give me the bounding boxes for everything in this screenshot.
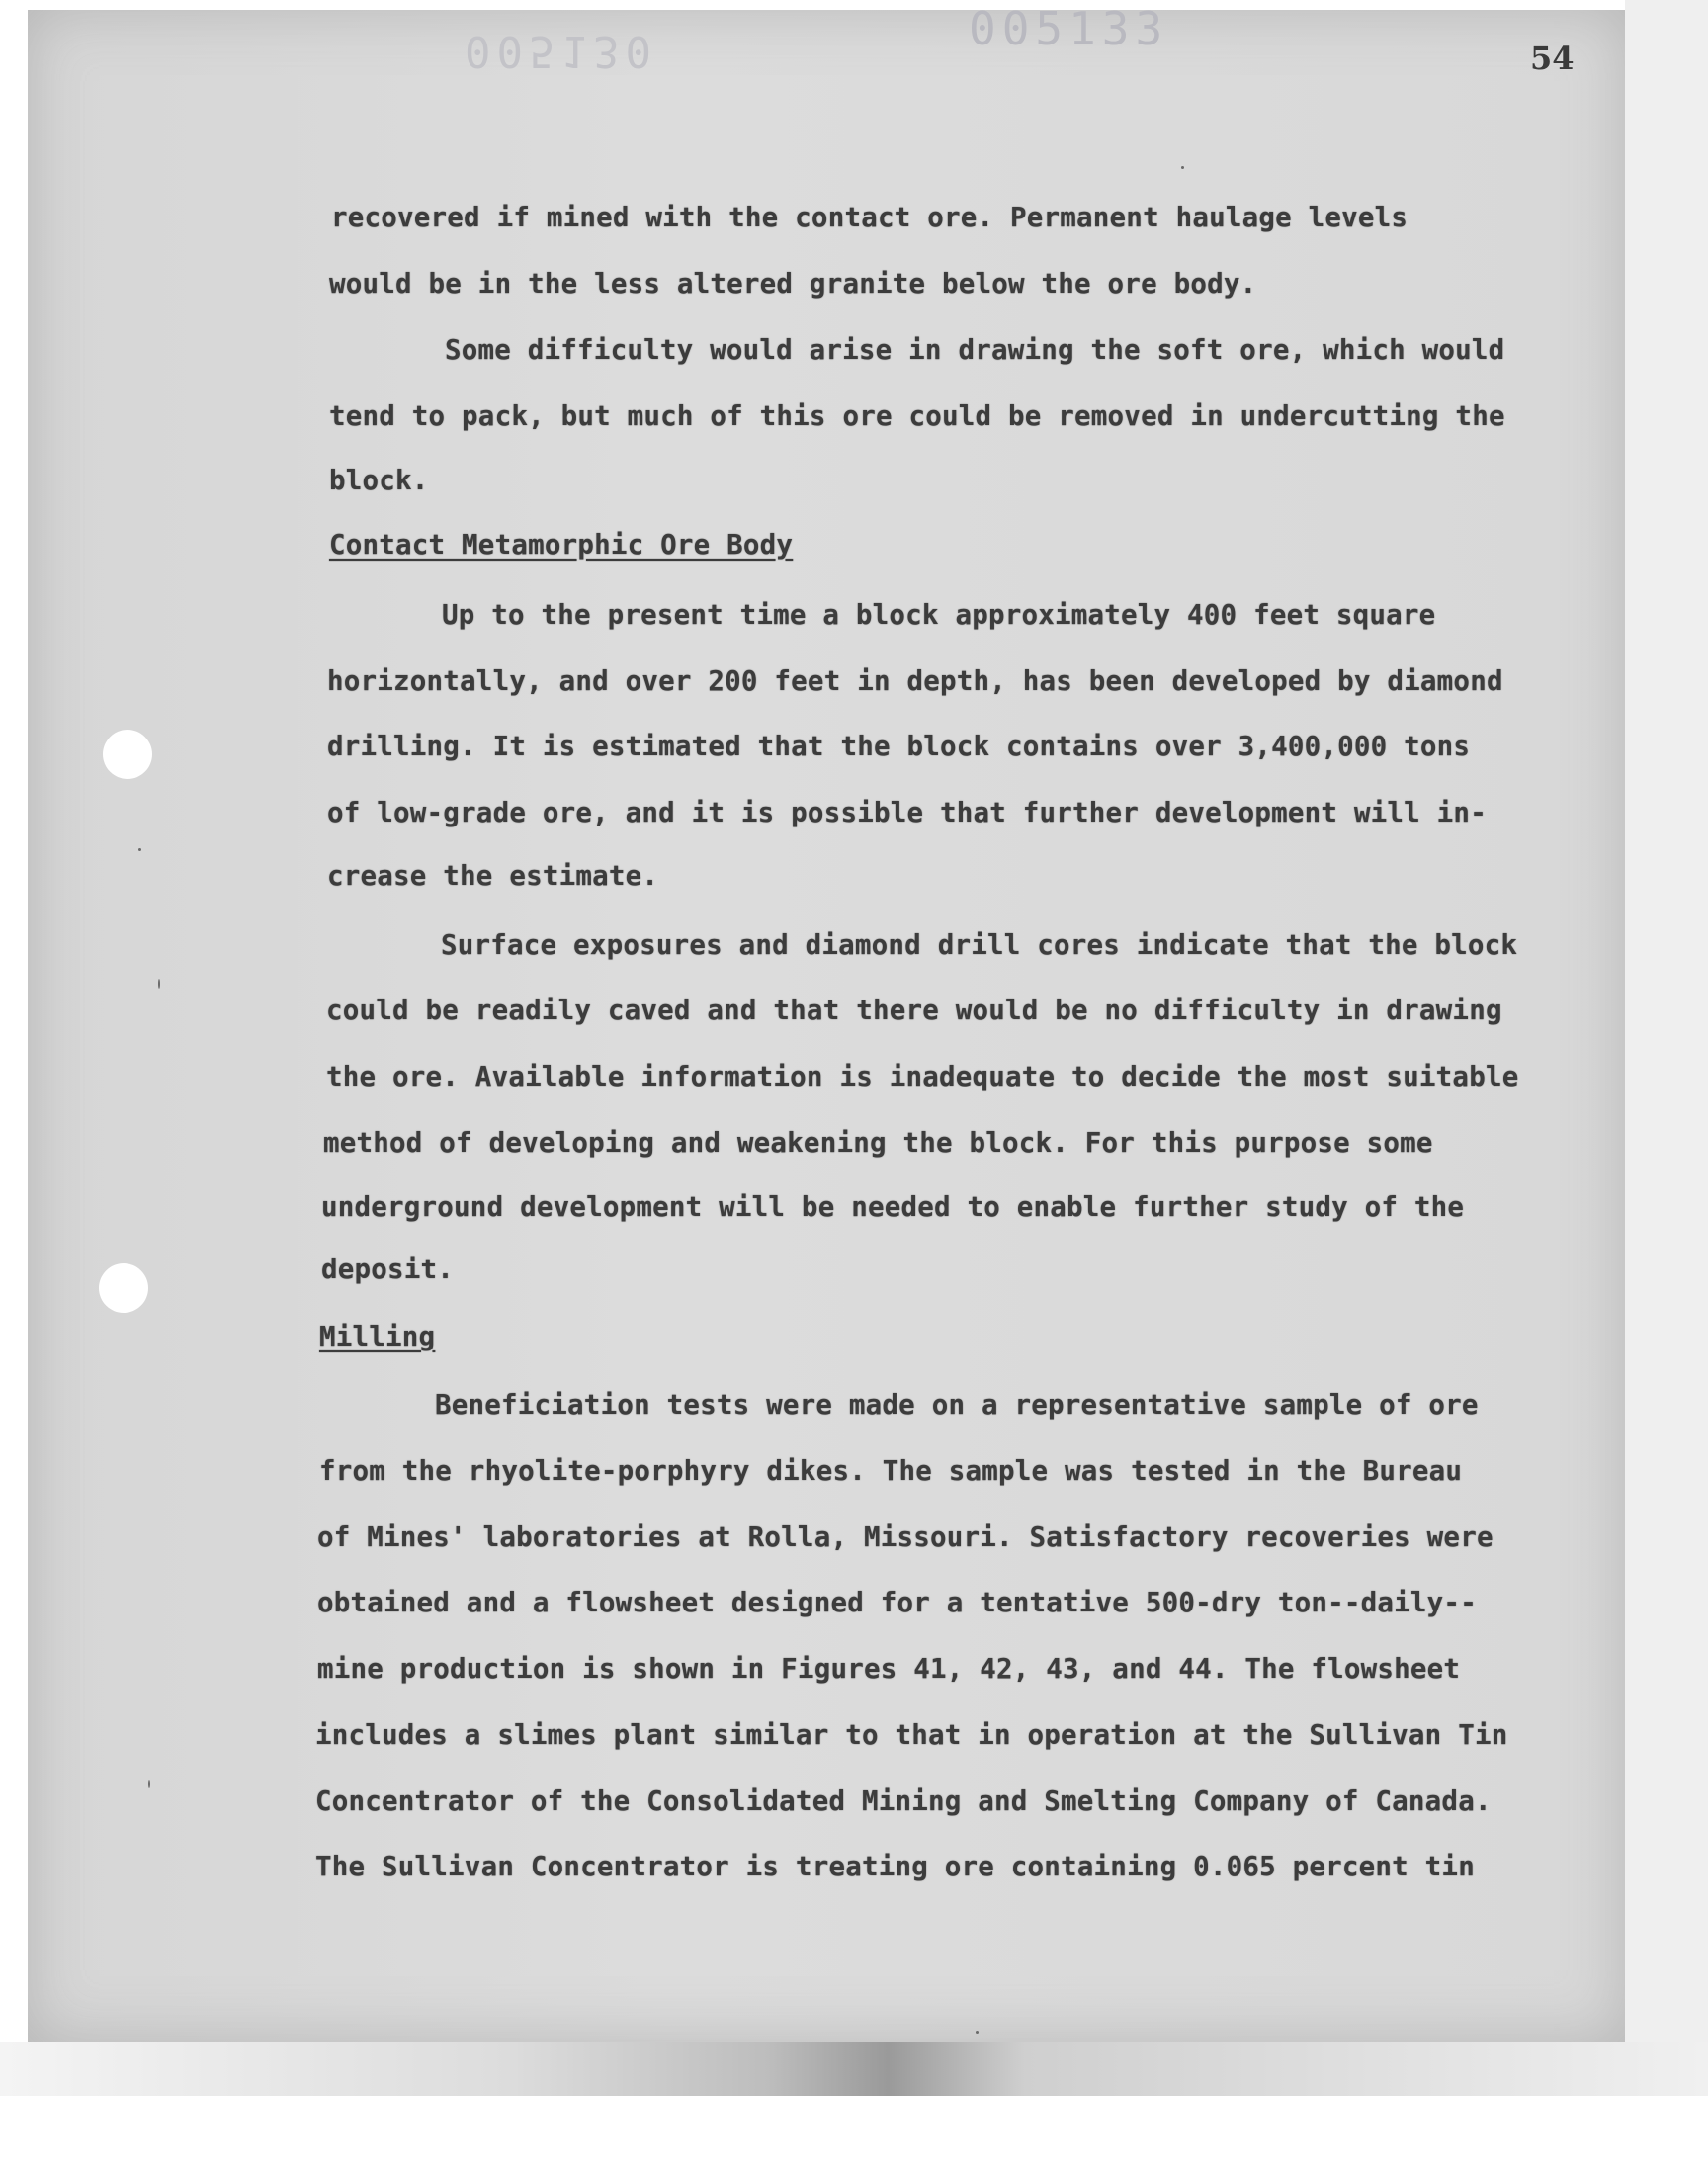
document-stamp-mirrored: 005130 (465, 26, 657, 76)
page-number: 54 (1530, 40, 1575, 77)
body-line: of low-grade ore, and it is possible that further development will in- (327, 797, 1487, 828)
body-line: The Sullivan Concentrator is treating ore containing 0.065 percent tin (315, 1851, 1475, 1882)
body-line: Beneficiation tests were made on a representative sample of ore (435, 1389, 1479, 1421)
body-line: method of developing and weakening the block. For this purpose some (323, 1127, 1433, 1159)
body-line: from the rhyolite-porphyry dikes. The sample was tested in the Bureau (319, 1455, 1463, 1487)
body-line: underground development will be needed to enable further study of the (321, 1191, 1465, 1223)
body-line: would be in the less altered granite below the ore body. (329, 268, 1257, 300)
section-heading-contact-metamorphic: Contact Metamorphic Ore Body (329, 529, 794, 561)
section-heading-milling: Milling (319, 1321, 436, 1352)
document-stamp-number: 005133 (969, 2, 1169, 55)
body-line: Concentrator of the Consolidated Mining and Smelting Company of Canada. (315, 1785, 1492, 1817)
body-line: deposit. (321, 1254, 455, 1285)
body-line: Up to the present time a block approximately 400 feet square (442, 599, 1436, 631)
body-line: obtained and a flowsheet designed for a tentative 500-dry ton--daily-- (317, 1587, 1477, 1618)
body-line: recovered if mined with the contact ore. Permanent haulage levels (331, 202, 1409, 233)
body-line: drilling. It is estimated that the block contains over 3,400,000 tons (327, 731, 1471, 762)
body-line: horizontally, and over 200 feet in depth, has been developed by diamond (327, 665, 1503, 697)
body-line: could be readily caved and that there would be no difficulty in drawing (326, 995, 1502, 1026)
body-line: the ore. Available information is inadequate to decide the most suitable (326, 1061, 1519, 1092)
body-line: block. (329, 465, 429, 496)
body-line: Some difficulty would arise in drawing the soft ore, which would (445, 334, 1505, 366)
body-line: mine production is shown in Figures 41, 42, 43, and 44. The flowsheet (317, 1653, 1461, 1685)
body-line: of Mines' laboratories at Rolla, Missouri. Satisfactory recoveries were (317, 1522, 1494, 1553)
body-line: crease the estimate. (327, 860, 659, 892)
body-line: tend to pack, but much of this ore could be removed in undercutting the (329, 400, 1505, 432)
body-line: includes a slimes plant similar to that in operation at the Sullivan Tin (315, 1719, 1508, 1751)
body-line: Surface exposures and diamond drill cores indicate that the block (441, 929, 1518, 961)
